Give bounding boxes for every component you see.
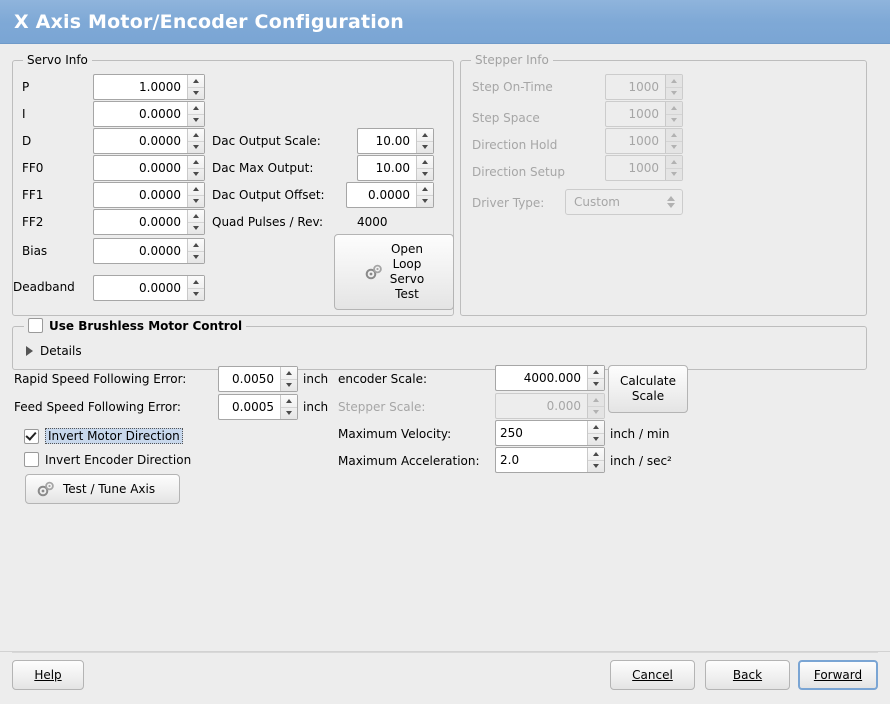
servo-label-d: D (22, 134, 32, 148)
maximum-velocity-value[interactable] (496, 421, 587, 445)
servo-ff0-input[interactable] (93, 155, 205, 181)
footer-divider (12, 652, 878, 653)
chevron-updown-icon (667, 195, 676, 209)
stepper-scale-input (495, 393, 605, 419)
quad-pulses-label: Quad Pulses / Rev: (212, 215, 324, 229)
maximum-acceleration-value[interactable] (496, 448, 587, 472)
open-loop-line-2: Loop (392, 257, 422, 271)
servo-bias-input[interactable] (93, 238, 205, 264)
servo-deadband-value[interactable] (94, 276, 187, 300)
stepper-label-step-on-time: Step On-Time (472, 80, 553, 94)
gears-icon (36, 479, 56, 499)
rapid-following-error-input[interactable] (218, 366, 298, 392)
servo-p-input[interactable] (93, 74, 205, 100)
servo-label-bias: Bias (22, 244, 48, 258)
dac-output-scale-value[interactable] (358, 129, 416, 153)
feed-following-error-value[interactable] (219, 395, 280, 419)
maximum-acceleration-spinner[interactable] (587, 448, 604, 472)
encoder-scale-value[interactable] (496, 366, 587, 390)
invert-encoder-direction-label: Invert Encoder Direction (45, 452, 192, 467)
calculate-scale-label (620, 374, 676, 404)
servo-deadband-spinner[interactable] (187, 276, 204, 300)
open-loop-servo-test-label (390, 242, 424, 302)
servo-info-legend: Servo Info (23, 53, 92, 67)
test-tune-axis-button[interactable] (25, 474, 180, 504)
invert-encoder-direction-checkbox[interactable] (24, 452, 191, 467)
maximum-acceleration-units: inch / sec² (610, 454, 672, 468)
stepper-direction-hold-value (606, 129, 665, 153)
invert-motor-checkbox-box[interactable] (24, 429, 39, 444)
servo-label-ff2: FF2 (22, 215, 44, 229)
rapid-following-error-value[interactable] (219, 367, 280, 391)
servo-ff1-spinner[interactable] (187, 183, 204, 207)
rapid-following-error-spinner[interactable] (280, 367, 297, 391)
stepper-step-space-input (605, 101, 683, 127)
dac-output-offset-label: Dac Output Offset: (212, 188, 325, 202)
maximum-velocity-input[interactable] (495, 420, 605, 446)
stepper-label-step-space: Step Space (472, 111, 540, 125)
details-expander[interactable] (26, 344, 82, 358)
window-title: X Axis Motor/Encoder Configuration (14, 10, 404, 33)
rapid-following-error-label: Rapid Speed Following Error: (14, 372, 187, 386)
invert-motor-direction-checkbox[interactable] (24, 428, 183, 444)
calculate-scale-line-2: Scale (631, 389, 665, 403)
stepper-scale-label: Stepper Scale: (338, 400, 426, 414)
servo-ff2-spinner[interactable] (187, 210, 204, 234)
dac-output-offset-value[interactable] (347, 183, 416, 207)
servo-p-value[interactable] (94, 75, 187, 99)
maximum-acceleration-label: Maximum Acceleration: (338, 454, 480, 468)
stepper-direction-hold-input (605, 128, 683, 154)
details-expander-label: Details (40, 344, 82, 358)
use-brushless-motor-control-checkbox[interactable] (24, 318, 246, 333)
servo-ff1-input[interactable] (93, 182, 205, 208)
dac-output-offset-input[interactable] (346, 182, 434, 208)
maximum-acceleration-input[interactable] (495, 447, 605, 473)
dac-max-output-input[interactable] (357, 155, 434, 181)
servo-ff2-value[interactable] (94, 210, 187, 234)
calculate-scale-button[interactable] (608, 365, 688, 413)
stepper-label-direction-hold: Direction Hold (472, 138, 558, 152)
gears-icon (364, 262, 384, 282)
back-button-label: Back (732, 668, 763, 682)
dialog-footer (0, 651, 890, 704)
dac-output-scale-input[interactable] (357, 128, 434, 154)
maximum-velocity-units: inch / min (610, 427, 670, 441)
servo-d-input[interactable] (93, 128, 205, 154)
forward-button[interactable] (798, 660, 878, 690)
feed-following-error-spinner[interactable] (280, 395, 297, 419)
back-button[interactable] (705, 660, 790, 690)
invert-encoder-checkbox-box[interactable] (24, 452, 39, 467)
rapid-following-error-units: inch (303, 372, 329, 386)
dac-max-output-value[interactable] (358, 156, 416, 180)
calculate-scale-line-1: Calculate (619, 374, 677, 388)
dac-output-offset-spinner[interactable] (416, 183, 433, 207)
help-button-label: Help (34, 668, 62, 682)
brushless-checkbox-label: Use Brushless Motor Control (49, 318, 243, 333)
servo-label-deadband: Deadband (13, 280, 75, 294)
window-content (0, 44, 890, 652)
maximum-velocity-spinner[interactable] (587, 421, 604, 445)
servo-label-ff0: FF0 (22, 161, 44, 175)
maximum-velocity-label: Maximum Velocity: (338, 427, 452, 441)
servo-ff1-value[interactable] (94, 183, 187, 207)
servo-label-ff1: FF1 (22, 188, 44, 202)
encoder-scale-input[interactable] (495, 365, 605, 391)
servo-i-spinner[interactable] (187, 102, 204, 126)
invert-motor-direction-label: Invert Motor Direction (45, 428, 183, 444)
feed-following-error-input[interactable] (218, 394, 298, 420)
servo-bias-spinner[interactable] (187, 239, 204, 263)
open-loop-line-3: Servo (389, 272, 425, 286)
servo-d-spinner[interactable] (187, 129, 204, 153)
servo-deadband-input[interactable] (93, 275, 205, 301)
stepper-step-space-value (606, 102, 665, 126)
stepper-direction-setup-input (605, 155, 683, 181)
stepper-scale-value (496, 394, 587, 418)
chevron-right-icon (26, 346, 33, 356)
stepper-label-direction-setup: Direction Setup (472, 165, 565, 179)
cancel-button[interactable] (610, 660, 695, 690)
cancel-button-label: Cancel (632, 668, 673, 682)
quad-pulses-value: 4000 (357, 215, 388, 229)
servo-i-value[interactable] (94, 102, 187, 126)
stepper-info-legend: Stepper Info (471, 53, 553, 67)
dac-output-scale-label: Dac Output Scale: (212, 134, 321, 148)
servo-label-i: I (22, 107, 26, 121)
dac-max-output-spinner[interactable] (416, 156, 433, 180)
brushless-checkbox-box[interactable] (28, 318, 43, 333)
servo-d-value[interactable] (94, 129, 187, 153)
window-titlebar (0, 0, 890, 44)
stepper-step-on-time-input (605, 74, 683, 100)
forward-button-label: Forward (813, 668, 863, 682)
encoder-scale-spinner[interactable] (587, 366, 604, 390)
driver-type-select (565, 189, 683, 215)
open-loop-line-4: Test (395, 287, 419, 301)
open-loop-servo-test-button[interactable] (334, 234, 454, 310)
driver-type-value: Custom (574, 195, 620, 209)
stepper-direction-setup-value (606, 156, 665, 180)
feed-following-error-units: inch (303, 400, 329, 414)
dac-max-output-label: Dac Max Output: (212, 161, 314, 175)
servo-bias-value[interactable] (94, 239, 187, 263)
test-tune-axis-label: Test / Tune Axis (63, 482, 156, 496)
servo-label-p: P (22, 80, 30, 94)
help-button[interactable] (12, 660, 84, 690)
stepper-step-on-time-value (606, 75, 665, 99)
servo-p-spinner[interactable] (187, 75, 204, 99)
servo-ff0-spinner[interactable] (187, 156, 204, 180)
driver-type-label: Driver Type: (472, 196, 545, 210)
servo-ff2-input[interactable] (93, 209, 205, 235)
servo-i-input[interactable] (93, 101, 205, 127)
feed-following-error-label: Feed Speed Following Error: (14, 400, 181, 414)
open-loop-line-1: Open (390, 242, 424, 256)
servo-ff0-value[interactable] (94, 156, 187, 180)
dac-output-scale-spinner[interactable] (416, 129, 433, 153)
encoder-scale-label: encoder Scale: (338, 372, 428, 386)
